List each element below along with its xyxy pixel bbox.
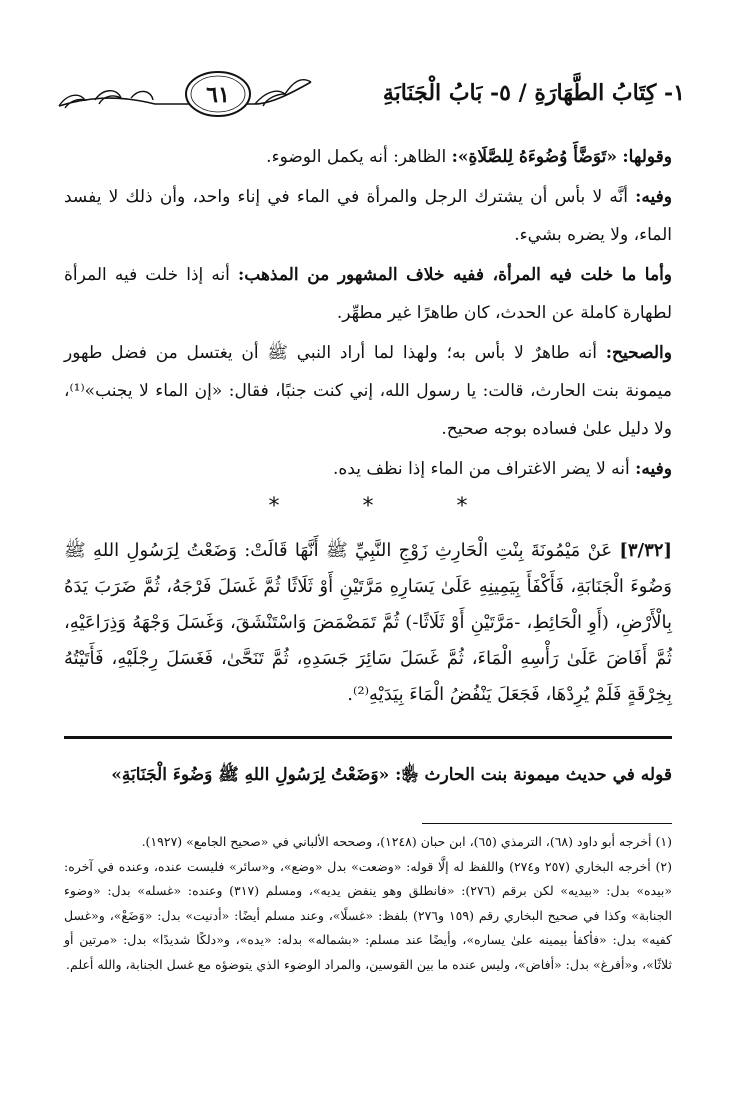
paragraph-text: أنه طاهرٌ لا بأس به؛ ولهذا لما أراد النبي ﷺ أن يغتسل من فضل طهور ميمونة بنت الحارث، قالت: يا رسول الله، إني كنت جنبًا، فقال: «إن الماء لا يجنب»⁽¹⁾، ولا دليل علىٰ فساده بوجه صحيح. — [64, 343, 672, 439]
paragraph-lead: وقولها: — [622, 147, 672, 167]
paragraph-text: الظاهر: أنه يكمل الوضوء. — [266, 147, 452, 167]
hadith-number: [٣/٣٢] — [619, 540, 672, 561]
paragraph-correct-view — [64, 334, 672, 448]
section-divider — [64, 736, 672, 739]
page-ornament — [55, 64, 315, 124]
footnotes — [64, 830, 672, 977]
section-separator: * * * — [268, 494, 506, 519]
paragraph-shared-water — [64, 178, 672, 254]
footnote-2: (٢) أخرجه البخاري (٢٥٧ و٢٧٤) واللفظ له إلَّا قوله: «وضعت» بدل «وضع»، و«سائر» فليست عنده، وعنده في آخره: «بيده» بدل: «بيديه» لكن برقم (٢٧٦): «فانطلق وهو ينفض يديه»، ومسلم (٣١٧) وعنده: «غسله» بدل: «وضوء الجنابة» وكذا في صحيح البخاري رقم (١٥٩ و٢٧٦) بلفظ: «غسلًا»، وعند مسلم أيضًا: «أدنيت» بدل: «وَضَعْ»، و«غسل كفيه» بدل: «فأكفأ بيمينه علىٰ يساره»، وأيضًا عند مسلم: «بشماله» بدله: «يده»، و«دلكًا شديدًا» بدل: «مرتين أو ثلاثًا»، و«أفرغ» بدل: «أفاض»، وليس عنده ما بين القوسين، والمراد الوضوء الذي يتوضؤه مع غسل الجنابة، والله أعلم. — [64, 858, 672, 972]
main-content — [64, 138, 672, 713]
page-number: ٦١ — [206, 82, 230, 108]
paragraph-scooping — [64, 450, 672, 488]
paragraph-text: أنَّه لا بأس أن يشترك الرجل والمرأة في الماء في إناء واحد، وأن ذلك لا يفسد الماء، ولا يضره بشيء. — [64, 187, 672, 245]
paragraph-wudu — [64, 138, 672, 176]
chapter-title: ١- كِتَابُ الطَّهَارَةِ / ٥- بَابُ الْجَنَابَةِ — [382, 80, 685, 106]
paragraph-lead: وأما ما خلت فيه المرأة، ففيه خلاف المشهور من المذهب: — [238, 265, 672, 285]
paragraph-lead: وفيه: — [635, 187, 672, 207]
page-header — [55, 64, 685, 124]
paragraph-quote: «تَوَضَّأَ وُضُوءَهُ لِلصَّلَاةِ»: — [451, 147, 617, 167]
hadith-text — [64, 533, 672, 713]
paragraph-lead: وفيه: — [635, 459, 672, 479]
hadith-body: عَنْ مَيْمُونَةَ بِنْتِ الْحَارِثِ زَوْجِ النَّبِيِّ ﷺ أَنَّهَا قَالَتْ: وَضَعْتُ لِرَسُولِ اللهِ ﷺ وَضُوءَ الْجَنَابَةِ، فَأَكْفَأَ بِيَمِينِهِ عَلَىٰ يَسَارِهِ مَرَّتَيْنِ أَوْ ثَلَاثًا ثُمَّ غَسَلَ فَرْجَهُ، ثُمَّ ضَرَبَ يَدَهُ بِالْأَرْضِ، (أَوِ الْحَائِطِ، -مَرَّتَيْنِ أَوْ ثَلَاثًا-) ثُمَّ تَمَضْمَضَ وَاسْتَنْشَقَ، وَغَسَلَ وَجْهَهُ وَذِرَاعَيْهِ، ثُمَّ أَفَاضَ عَلَىٰ رَأْسِهِ الْمَاءَ، ثُمَّ غَسَلَ سَائِرَ جَسَدِهِ، ثُمَّ تَنَحَّىٰ، فَغَسَلَ رِجْلَيْهِ، فَأَتَيْتُهُ بِخِرْقَةٍ فَلَمْ يُرِدْهَا، فَجَعَلَ يَنْفُضُ الْمَاءَ بِيَدَيْهِ⁽²⁾. — [64, 540, 672, 705]
footnote-1: (١) أخرجه أبو داود (٦٨)، الترمذي (٦٥)، ابن حبان (١٢٤٨)، وصححه الألباني في «صحيح الجامع» (١٩٢٧). — [141, 834, 672, 849]
commentary-heading: قوله في حديث ميمونة بنت الحارث ﵂: «وَضَعْتُ لِرَسُولِ اللهِ ﷺ وَضُوءَ الْجَنَابَةِ» — [111, 765, 672, 785]
paragraph-text: أنه إذا خلت فيه المرأة لطهارة كاملة عن الحدث، كان طاهرًا غير مطهِّر. — [64, 265, 672, 323]
paragraph-lead: والصحيح: — [605, 343, 672, 363]
footnote-divider — [422, 823, 672, 824]
paragraph-woman-water — [64, 256, 672, 332]
paragraph-text: أنه لا يضر الاغتراف من الماء إذا نظف يده. — [333, 459, 636, 479]
